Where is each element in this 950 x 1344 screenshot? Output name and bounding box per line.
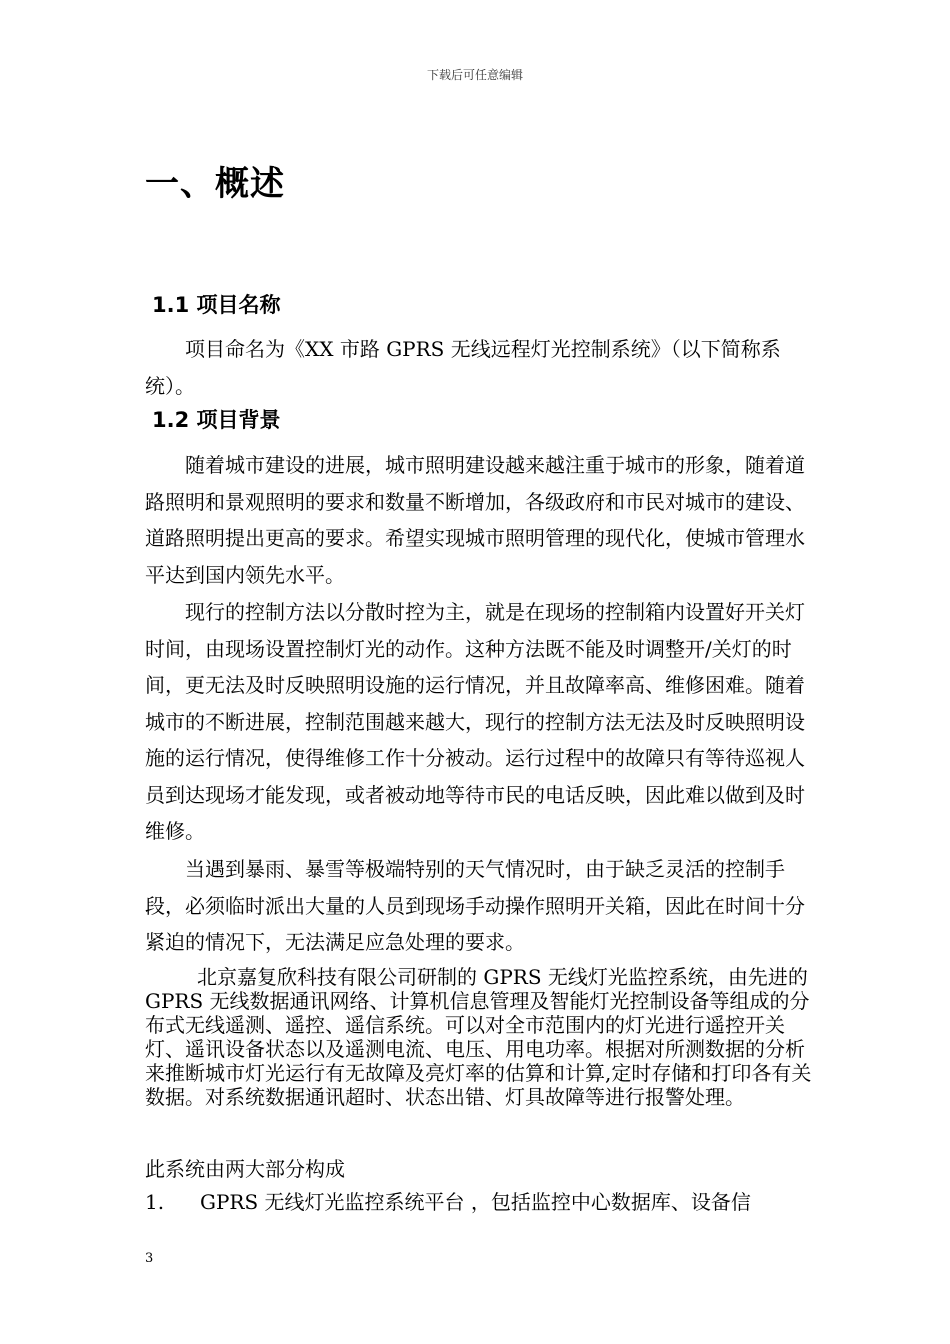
list-item xyxy=(145,1190,815,1214)
section-heading-1-2: 1.2 项目背景 xyxy=(152,408,281,432)
header-note: 下载后可任意编辑 xyxy=(426,68,523,82)
background-paragraph-4: 北京嘉复欣科技有限公司研制的 GPRS 无线灯光监控系统，由先进的 GPRS 无线数据通讯网络、计算机信息管理及智能灯光控制设备等组成的分布式无线遥测、遥控、遥信系统。可以对全市范围内的灯光进行遥控开关灯、遥讯设备状态以及遥测电流、电压、用电功率。根据对所测数据的分析来推断城市灯光运行有无故障及亮灯率的估算和计算,定时存储和打印各有关数据。对系统数据通讯超时、状态出错、灯具故障等进行报警处理。 xyxy=(145,965,812,1109)
background-paragraph-2: 现行的控制方法以分散时控为主，就是在现场的控制箱内设置好开关灯时间，由现场设置控制灯光的动作。这种方法既不能及时调整开/关灯的时间，更无法及时反映照明设施的运行情况，并且故障率高、维修困难。随着城市的不断进展，控制范围越来越大，现行的控制方法无法及时反映照明设施的运行情况，使得维修工作十分被动。运行过程中的故障只有等待巡视人员到达现场才能发现，或者被动地等待市民的电话反映，因此难以做到及时维修。 xyxy=(145,600,805,843)
section-heading-1-1: 1.1 项目名称 xyxy=(152,293,281,317)
list-item-number: 1. xyxy=(145,1190,165,1214)
section-1-1-paragraph: 项目命名为《XX 市路 GPRS 无线远程灯光控制系统》（以下简称系统）。 xyxy=(145,337,781,398)
background-paragraph-5: 此系统由两大部分构成 xyxy=(145,1157,345,1181)
list-item-text: GPRS 无线灯光监控系统平台 ，包括监控中心数据库、设备信 xyxy=(200,1190,751,1214)
background-paragraph-1: 随着城市建设的进展，城市照明建设越来越注重于城市的形象，随着道路照明和景观照明的要求和数量不断增加，各级政府和市民对城市的建设、道路照明提出更高的要求。希望实现城市照明管理的现代化，使城市管理水平达到国内领先水平。 xyxy=(145,453,805,587)
page-number: 3 xyxy=(145,1251,154,1266)
background-paragraph-3: 当遇到暴雨、暴雪等极端特别的天气情况时，由于缺乏灵活的控制手段，必须临时派出大量的人员到现场手动操作照明开关箱，因此在时间十分紧迫的情况下，无法满足应急处理的要求。 xyxy=(145,857,805,954)
chapter-heading: 一、概述 xyxy=(145,164,285,204)
